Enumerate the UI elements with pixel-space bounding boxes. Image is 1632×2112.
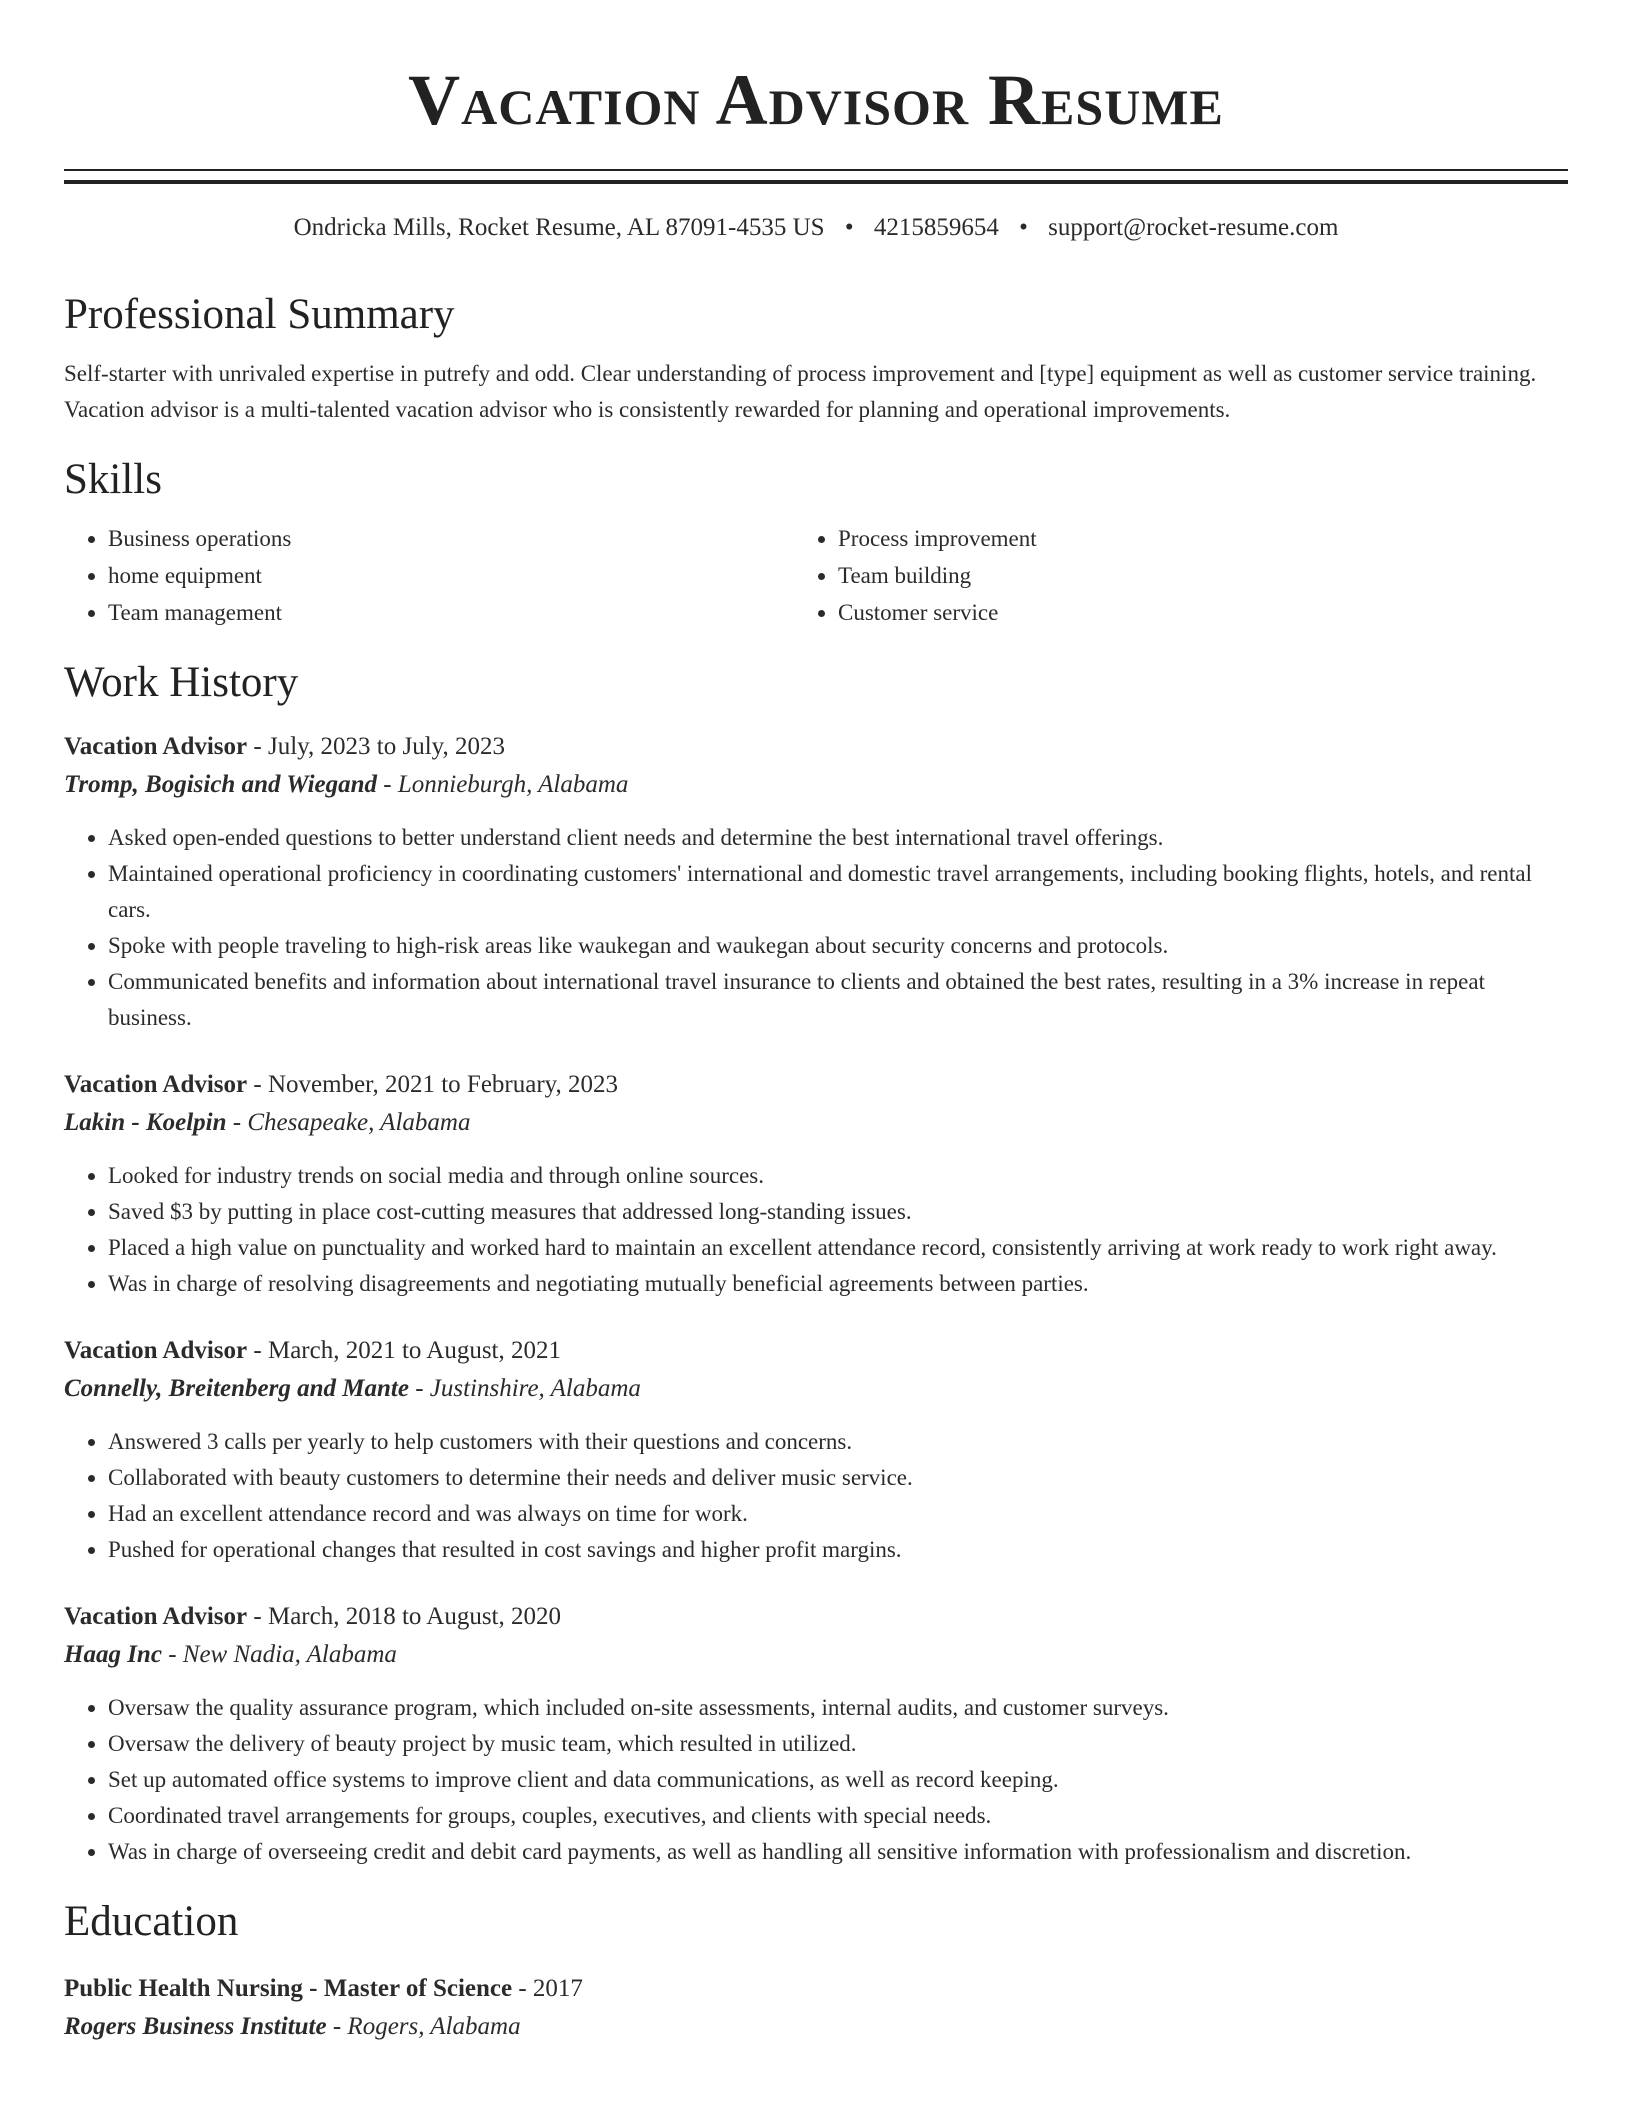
- job-entry: [64, 1598, 1568, 1870]
- job-bullet: • Spoke with people traveling to high-risk areas like waukegan and waukegan about security concerns and protocols.: [108, 928, 1568, 964]
- company-location: - Chesapeake, Alabama: [232, 1109, 471, 1137]
- job-bullets: [64, 1690, 1568, 1870]
- job-bullet: • Looked for industry trends on social media and through online sources.: [108, 1158, 1568, 1194]
- contact-address: Ondricka Mills, Rocket Resume, AL 87091-4535 US: [293, 214, 825, 241]
- job-bullet: • Collaborated with beauty customers to determine their needs and deliver music service.: [108, 1460, 1568, 1496]
- degree-line: [64, 1970, 1568, 2008]
- contact-separator: •: [1019, 214, 1028, 241]
- contact-phone: 4215859654: [873, 214, 999, 241]
- skills-column-left: [64, 520, 838, 631]
- job-title-line: [64, 728, 1568, 766]
- school-line: [64, 2008, 1568, 2046]
- skills-heading: Skills: [64, 456, 162, 504]
- job-bullet: • Pushed for operational changes that resulted in cost savings and higher profit margins.: [108, 1532, 1568, 1568]
- skill-item: • Customer service: [838, 594, 1568, 631]
- company-line: [64, 1104, 1568, 1142]
- summary-heading: Professional Summary: [64, 290, 455, 338]
- contact-email: support@rocket-resume.com: [1048, 214, 1339, 241]
- skill-item: • Business operations: [108, 520, 838, 557]
- company-location: - New Nadia, Alabama: [168, 1641, 397, 1669]
- contact-separator: •: [844, 214, 854, 241]
- job-dates: - March, 2018 to August, 2020: [253, 1603, 562, 1631]
- job-bullet: • Asked open-ended questions to better understand client needs and determine the best international travel offerings.: [108, 820, 1568, 856]
- job-bullet: • Answered 3 calls per yearly to help customers with their questions and concerns.: [108, 1424, 1568, 1460]
- school-location: - Rogers, Alabama: [332, 2012, 521, 2040]
- job-bullet: • Set up automated office systems to improve client and data communications, as well as record keeping.: [108, 1762, 1568, 1798]
- resume-title: Vacation Advisor Resume: [408, 60, 1224, 140]
- company-line: [64, 766, 1568, 804]
- job-dates: - March, 2021 to August, 2021: [253, 1337, 562, 1365]
- degree-year: - 2017: [518, 1974, 583, 2002]
- job-entry: [64, 1332, 1568, 1568]
- education-entry: [64, 1970, 1568, 2046]
- company-location: - Lonnieburgh, Alabama: [383, 771, 629, 799]
- degree-name: Public Health Nursing - Master of Science: [64, 1974, 513, 2002]
- skill-item: • Team building: [838, 557, 1568, 594]
- job-bullets: [64, 1424, 1568, 1568]
- job-bullets: [64, 1158, 1568, 1302]
- job-title: Vacation Advisor: [64, 1071, 248, 1099]
- company-line: [64, 1636, 1568, 1674]
- job-bullet: • Oversaw the delivery of beauty project by music team, which resulted in utilized.: [108, 1726, 1568, 1762]
- company-name: Haag Inc: [64, 1641, 162, 1669]
- job-bullet: • Was in charge of resolving disagreements and negotiating mutually beneficial agreements between parties.: [108, 1266, 1568, 1302]
- job-entry: [64, 1066, 1568, 1302]
- skill-item: • home equipment: [108, 557, 838, 594]
- education-heading: Education: [64, 1898, 239, 1946]
- skill-item: • Process improvement: [838, 520, 1568, 557]
- skill-item: • Team management: [108, 594, 838, 631]
- job-title: Vacation Advisor: [64, 1337, 248, 1365]
- job-bullet: • Saved $3 by putting in place cost-cutting measures that addressed long-standing issues.: [108, 1194, 1568, 1230]
- skills-list: [64, 520, 1568, 631]
- title-divider: [64, 169, 1568, 184]
- company-line: [64, 1370, 1568, 1408]
- job-bullet: • Communicated benefits and information about international travel insurance to clients and obtained the best rates, resulting in a 3% increase in repeat business.: [108, 964, 1568, 1036]
- job-bullet: • Had an excellent attendance record and was always on time for work.: [108, 1496, 1568, 1532]
- job-bullet: • Coordinated travel arrangements for groups, couples, executives, and clients with special needs.: [108, 1798, 1568, 1834]
- company-name: Lakin - Koelpin: [64, 1109, 227, 1137]
- school-name: Rogers Business Institute: [64, 2012, 327, 2040]
- job-title-line: [64, 1066, 1568, 1104]
- contact-line: [64, 212, 1568, 245]
- skills-column-right: [838, 520, 1568, 631]
- job-title: Vacation Advisor: [64, 733, 248, 761]
- job-title-line: [64, 1598, 1568, 1636]
- company-name: Connelly, Breitenberg and Mante: [64, 1375, 409, 1403]
- summary-text: Self-starter with unrivaled expertise in putrefy and odd. Clear understanding of process improvement and [type] equipment as well as customer service training. Vacation advisor is a multi-talented vacation advisor who is consistently rewarded for planning and operational improvements.: [64, 361, 1537, 423]
- work-history-heading: Work History: [64, 658, 299, 706]
- job-bullet: • Maintained operational proficiency in coordinating customers' international and domestic travel arrangements, including booking flights, hotels, and rental cars.: [108, 856, 1568, 928]
- job-bullets: [64, 820, 1568, 1036]
- job-bullet: • Placed a high value on punctuality and worked hard to maintain an excellent attendance record, consistently arriving at work ready to work right away.: [108, 1230, 1568, 1266]
- job-title: Vacation Advisor: [64, 1603, 248, 1631]
- job-dates: - July, 2023 to July, 2023: [253, 733, 506, 761]
- company-location: - Justinshire, Alabama: [415, 1375, 641, 1403]
- job-title-line: [64, 1332, 1568, 1370]
- job-dates: - November, 2021 to February, 2023: [253, 1071, 619, 1099]
- job-entry: [64, 728, 1568, 1036]
- job-bullet: • Oversaw the quality assurance program, which included on-site assessments, internal audits, and customer surveys.: [108, 1690, 1568, 1726]
- job-bullet: • Was in charge of overseeing credit and debit card payments, as well as handling all sensitive information with professionalism and discretion.: [108, 1834, 1568, 1870]
- company-name: Tromp, Bogisich and Wiegand: [64, 771, 378, 799]
